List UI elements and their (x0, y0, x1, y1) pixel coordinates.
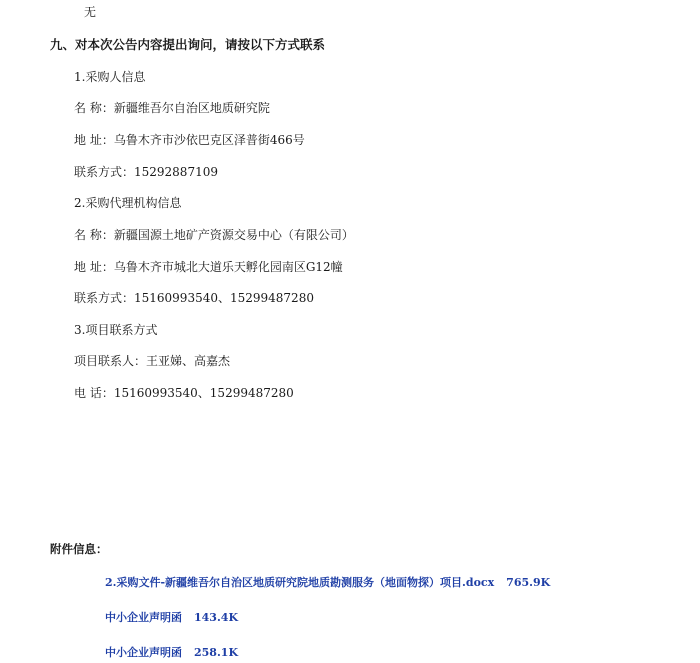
purchaser-name: 名 称：新疆维吾尔自治区地质研究院 (74, 101, 270, 115)
attachment-size: 143.4K (194, 611, 239, 624)
purchaser-contact: 联系方式：15292887109 (74, 165, 218, 179)
agency-name: 名 称：新疆国源土地矿产资源交易中心（有限公司） (74, 228, 354, 242)
project-contact-title: 3.项目联系方式 (74, 323, 158, 337)
attachment-item (105, 575, 550, 590)
attachment-item (105, 645, 238, 660)
attachment-size: 258.1K (194, 646, 239, 659)
project-contact-phone: 电 话：15160993540、15299487280 (74, 386, 294, 400)
project-contact-person: 项目联系人：王亚娣、高嘉杰 (74, 354, 231, 368)
attachment-link[interactable]: 2.采购文件-新疆维吾尔自治区地质研究院地质勘测服务（地面物探）项目.docx (105, 576, 495, 589)
section-heading: 九、对本次公告内容提出询问，请按以下方式联系 (50, 37, 326, 52)
attachments-label: 附件信息： (50, 542, 108, 556)
attachment-item (105, 610, 238, 625)
agency-title: 2.采购代理机构信息 (74, 196, 182, 210)
purchaser-title: 1.采购人信息 (74, 70, 146, 84)
attachment-size: 765.9K (506, 576, 551, 589)
none-text: 无 (84, 5, 97, 19)
purchaser-address: 地 址：乌鲁木齐市沙依巴克区泽普街466号 (74, 133, 305, 147)
agency-contact: 联系方式：15160993540、15299487280 (74, 291, 314, 305)
attachment-link[interactable]: 中小企业声明函 (105, 611, 182, 624)
agency-address: 地 址：乌鲁木齐市城北大道乐天孵化园南区G12幢 (74, 260, 343, 274)
attachment-link[interactable]: 中小企业声明函 (105, 646, 182, 659)
